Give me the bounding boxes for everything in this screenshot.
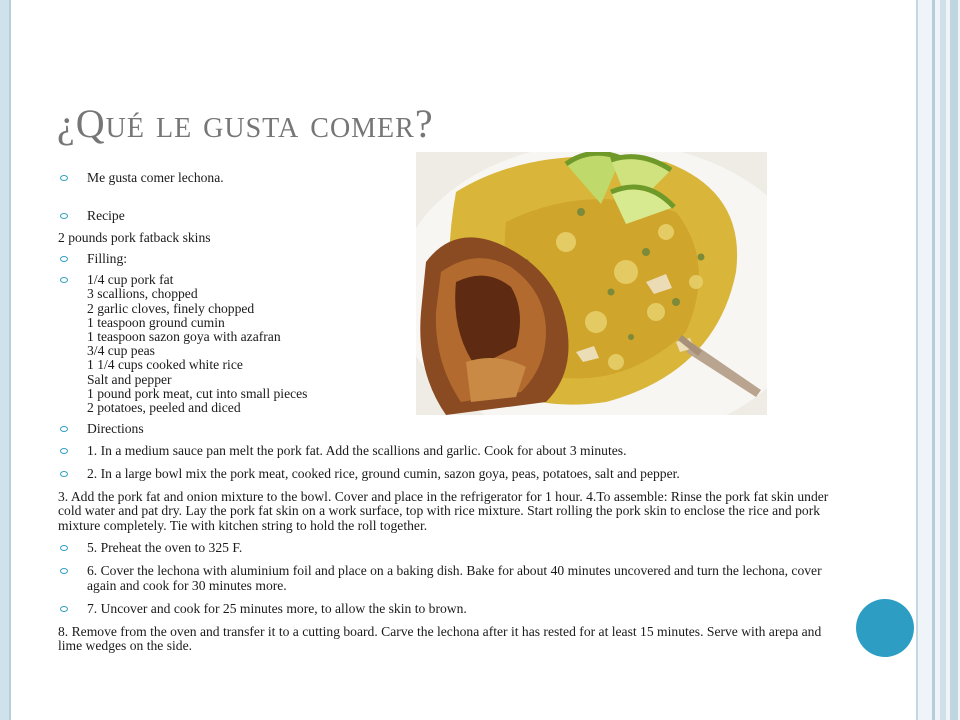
list-item-step-8: 8. Remove from the oven and transfer it to a cutting board. Carve the lechona after it has rested for at least 15 minutes. Serve with arepa and lime wedges on the side. <box>58 624 822 654</box>
list-item-recipe: Recipe <box>58 209 833 223</box>
bullet-icon <box>60 213 68 219</box>
list-item-intro: Me gusta comer lechona. <box>58 171 833 185</box>
slide-frame-left <box>0 0 11 720</box>
list-item-step-7: 7. Uncover and cook for 25 minutes more, to allow the skin to brown. <box>58 602 833 616</box>
list-item-step-3-4: 3. Add the pork fat and onion mixture to the bowl. Cover and place in the refrigerator for 1 hour. 4.To assemble: Rinse the pork fat skin under cold water and pat dry. Lay the pork fat skin on a work surface, top with rice mixture. Start rolling the pork skin to enclose the rice and pork mixture completely. Tie with kitchen string to hold the roll together. <box>58 489 829 533</box>
bullet-icon <box>60 256 68 262</box>
list-item-filling: Filling: <box>58 252 833 266</box>
bullet-icon <box>60 545 68 551</box>
list-item-step-1: 1. In a medium sauce pan melt the pork fat. Add the scallions and garlic. Cook for about 3 minutes. <box>58 444 833 458</box>
bullet-icon <box>60 175 68 181</box>
slide-title: ¿Qué le gusta comer? <box>57 101 434 146</box>
bullet-icon <box>60 277 68 283</box>
bullet-icon <box>60 471 68 477</box>
bullet-icon <box>60 568 68 574</box>
slide-frame-right <box>916 0 960 720</box>
list-item-step-2: 2. In a large bowl mix the pork meat, cooked rice, ground cumin, sazon goya, peas, potatoes, salt and pepper. <box>58 467 833 481</box>
list-item-step-6: 6. Cover the lechona with aluminium foil and place on a baking dish. Bake for about 40 minutes uncovered and turn the lechona, cover again and cook for 30 minutes more. <box>58 564 833 593</box>
list-item-step-5: 5. Preheat the oven to 325 F. <box>58 541 833 555</box>
bullet-icon <box>60 606 68 612</box>
list-item-directions: Directions <box>58 422 833 436</box>
list-item-ingredients: 1/4 cup pork fat 3 scallions, chopped 2 garlic cloves, finely chopped 1 teaspoon ground cumin 1 teaspoon sazon goya with azafran 3/4 cup peas 1 1/4 cups cooked white rice Salt and pepper 1 pound pork meat, cut into small pieces 2 potatoes, peeled and diced <box>58 273 833 415</box>
bullet-icon <box>60 426 68 432</box>
bullet-icon <box>60 448 68 454</box>
list-item-skins: 2 pounds pork fatback skins <box>58 229 211 245</box>
accent-circle <box>856 599 914 657</box>
lechona-dish-photo <box>416 152 767 415</box>
